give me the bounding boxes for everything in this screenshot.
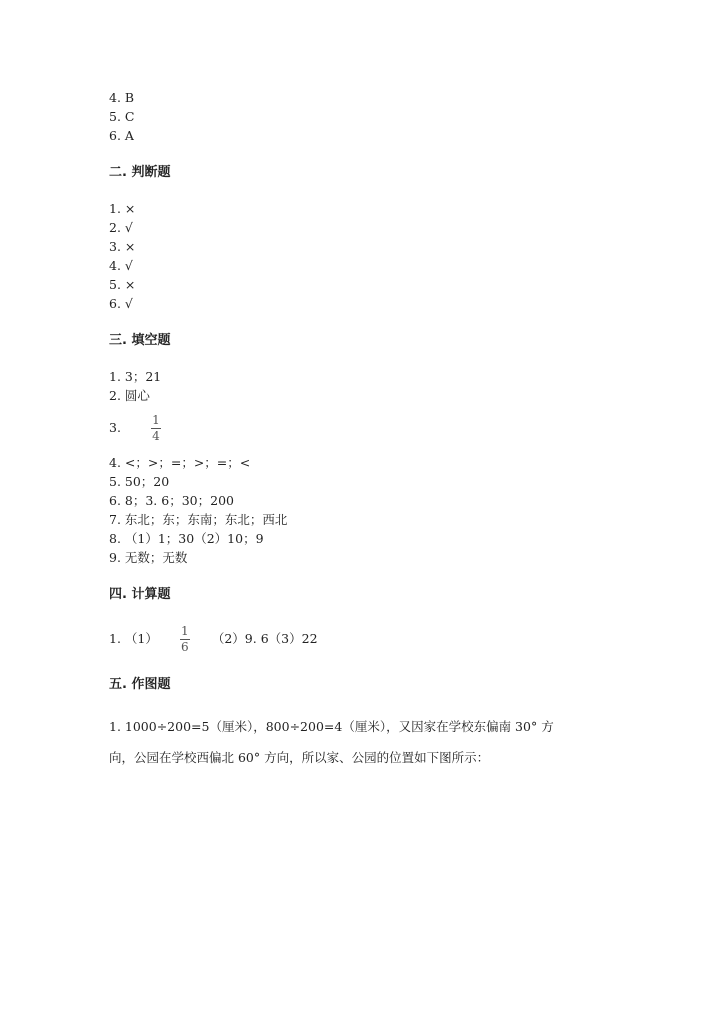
calc-prefix: 1. （1） xyxy=(109,631,158,646)
judgment-list xyxy=(109,199,609,313)
section-judgment-title: 二. 判断题 xyxy=(109,165,171,180)
answer-sheet xyxy=(109,88,609,773)
fill-item-3-prefix: 3. xyxy=(109,420,121,435)
judgment-item: 5. × xyxy=(109,277,136,292)
fraction-one-quarter xyxy=(151,414,161,443)
calc-suffix: （2）9. 6（3）22 xyxy=(211,631,318,646)
fill-item-4: 4. <；>；=；>；=；< xyxy=(109,455,251,470)
fill-list xyxy=(109,367,609,567)
fill-item-5: 5. 50；20 xyxy=(109,474,170,489)
fraction-denominator: 6 xyxy=(181,640,189,654)
fill-item-3 xyxy=(109,411,609,445)
judgment-item: 6. √ xyxy=(109,296,133,311)
drawing-answer-line-2: 向，公园在学校西偏北 60° 方向，所以家、公园的位置如下图所示： xyxy=(109,750,490,765)
fraction-denominator: 4 xyxy=(152,429,160,443)
choice-answer-5: 5. C xyxy=(109,109,135,124)
choice-answer-4: 4. B xyxy=(109,90,135,105)
judgment-item: 1. × xyxy=(109,201,136,216)
section-drawing-title: 五. 作图题 xyxy=(109,677,171,692)
fraction-numerator: 1 xyxy=(152,413,160,427)
fraction-numerator: 1 xyxy=(181,624,189,638)
fill-item-1: 1. 3；21 xyxy=(109,369,162,384)
judgment-item: 2. √ xyxy=(109,220,133,235)
section-calc-title: 四. 计算题 xyxy=(109,587,171,602)
calc-item-1 xyxy=(109,621,609,657)
fraction-one-sixth xyxy=(180,625,190,654)
fill-item-8: 8. （1）1；30（2）10；9 xyxy=(109,531,264,546)
fill-item-6: 6. 8；3. 6；30；200 xyxy=(109,493,234,508)
judgment-item: 4. √ xyxy=(109,258,133,273)
fill-item-2: 2. 圆心 xyxy=(109,388,150,403)
choice-answer-6: 6. A xyxy=(109,128,134,143)
section-fill-title: 三. 填空题 xyxy=(109,333,171,348)
judgment-item: 3. × xyxy=(109,239,136,254)
drawing-answer-line-1: 1. 1000÷200=5（厘米），800÷200=4（厘米），又因家在学校东偏南 30° 方 xyxy=(109,719,554,734)
fill-item-7: 7. 东北；东；东南；东北；西北 xyxy=(109,512,288,527)
fill-item-9: 9. 无数；无数 xyxy=(109,550,188,565)
